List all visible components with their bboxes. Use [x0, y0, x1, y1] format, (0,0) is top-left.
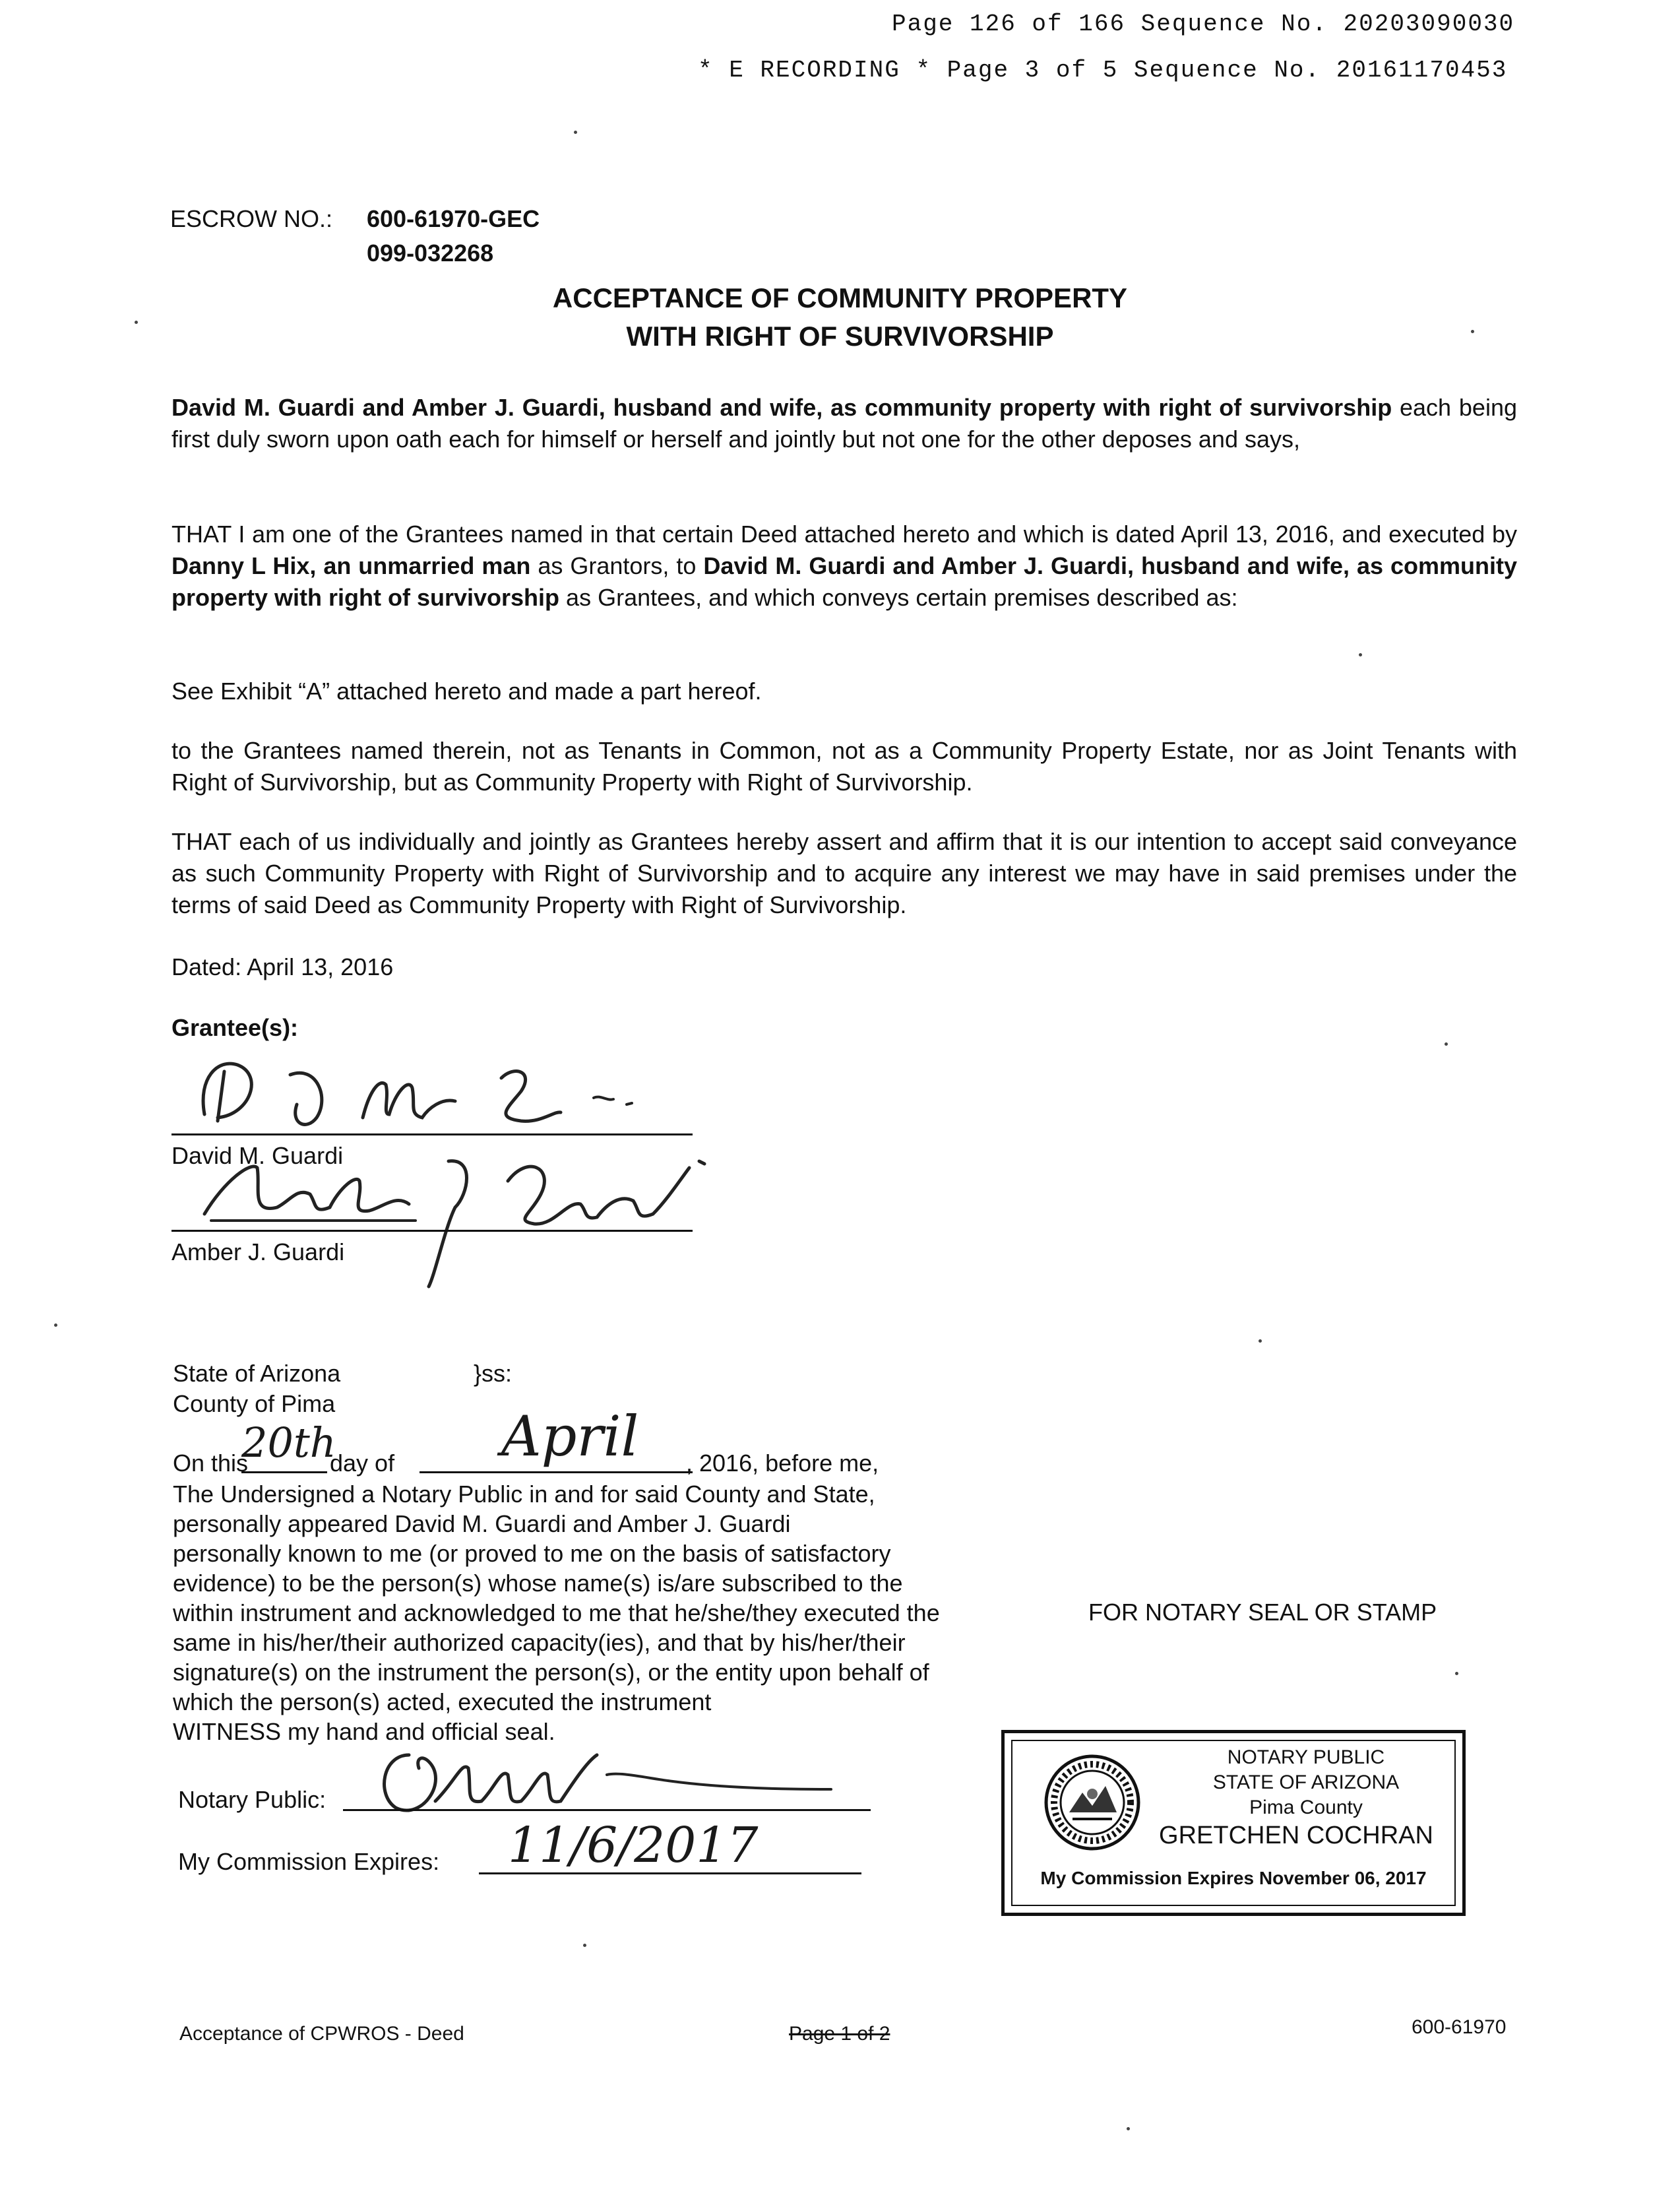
recording-header-line-2: * E RECORDING * Page 3 of 5 Sequence No. 20161170453	[698, 57, 1508, 84]
escrow-number-1: 600-61970-GEC	[367, 205, 540, 232]
footer-left: Acceptance of CPWROS - Deed	[179, 2023, 464, 2045]
grantor-name: Danny L Hix, an unmarried man	[171, 552, 531, 579]
grantee-signature-line-2	[171, 1230, 693, 1232]
stamp-commission-expires: My Commission Expires November 06, 2017	[1040, 1868, 1427, 1888]
scan-speck	[583, 1944, 586, 1947]
scan-speck	[1359, 653, 1362, 656]
notary-state: State of Arizona	[173, 1360, 341, 1387]
scan-speck	[574, 131, 577, 134]
paragraph-tenancy: to the Grantees named therein, not as Tenants in Common, not as a Community Property Estate, nor as Joint Tenants with Right of Survivorship, but as Community Property with Right of Survivorship.	[171, 737, 1517, 796]
notary-body-line: WITNESS my hand and official seal.	[173, 1718, 555, 1745]
scan-speck	[54, 1323, 57, 1327]
arizona-state-seal-icon	[1043, 1753, 1142, 1852]
notary-year-text: , 2016, before me,	[686, 1450, 879, 1477]
deed-reference-text-c: as Grantees, and which conveys certain premises described as:	[559, 584, 1238, 611]
notary-day-of: day of	[330, 1450, 395, 1477]
grantees-heading: Grantee(s):	[171, 1014, 299, 1041]
scan-speck	[135, 321, 138, 324]
document-title-line-2: WITH RIGHT OF SURVIVORSHIP	[626, 321, 1054, 352]
notary-body-line: The Undersigned a Notary Public in and for said County and State,	[173, 1481, 875, 1508]
notary-public-label: Notary Public:	[178, 1786, 327, 1813]
notary-month-line	[420, 1471, 693, 1473]
notary-body-line: which the person(s) acted, executed the instrument	[173, 1688, 712, 1715]
stamp-line-2: STATE OF ARIZONA	[1212, 1771, 1400, 1793]
notary-body-line: same in his/her/their authorized capacity(ies), and that by his/her/their	[173, 1629, 906, 1656]
commission-expires-line	[479, 1872, 861, 1874]
paragraph-affirmation: THAT each of us individually and jointly as Grantees hereby assert and affirm that it is our intention to accept said conveyance as such Community Property with Right of Survivorship and to acquire any interest we may have in said premises under the terms of said Deed as Community Property with Right of Survivorship.	[171, 828, 1517, 918]
paragraph-exhibit: See Exhibit “A” attached hereto and made a part hereof.	[171, 678, 762, 705]
notary-month-handwritten: April	[501, 1404, 639, 1469]
scan-speck	[1127, 2127, 1130, 2130]
dated-line: Dated: April 13, 2016	[171, 953, 394, 980]
notary-day-line	[241, 1471, 327, 1473]
escrow-number-2: 099-032268	[367, 239, 494, 267]
footer-page-number: Page 1 of 2	[789, 2023, 890, 2045]
notary-body-line: personally appeared David M. Guardi and Amber J. Guardi	[173, 1510, 791, 1537]
notary-public-signature-line	[343, 1809, 871, 1811]
recording-header-line-1: Page 126 of 166 Sequence No. 20203090030	[892, 11, 1515, 38]
notary-day-handwritten: 20th	[241, 1418, 336, 1467]
stamp-notary-name: GRETCHEN COCHRAN	[1159, 1822, 1433, 1849]
deed-reference-text-b: as Grantors, to	[530, 552, 704, 579]
notary-ss: }ss:	[474, 1360, 513, 1387]
notary-seal-caption: FOR NOTARY SEAL OR STAMP	[1088, 1599, 1437, 1626]
scan-speck	[1471, 330, 1474, 333]
grantee-name-2: Amber J. Guardi	[171, 1238, 345, 1265]
footer-right: 600-61970	[1412, 2016, 1507, 2038]
stamp-line-3: Pima County	[1249, 1797, 1363, 1818]
grantee-names-bold: David M. Guardi and Amber J. Guardi, husband and wife, as community property with right of survivorship	[171, 394, 1392, 421]
scan-speck	[1445, 1042, 1448, 1046]
scan-speck	[1259, 1339, 1262, 1343]
notary-county: County of Pima	[173, 1390, 336, 1417]
stamp-line-1: NOTARY PUBLIC	[1227, 1746, 1385, 1768]
escrow-label: ESCROW NO.:	[170, 205, 333, 232]
commission-expires-label: My Commission Expires:	[178, 1848, 440, 1875]
grantee-signature-1	[191, 1052, 706, 1137]
deposition-text: each being first duly sworn upon oath each for himself or herself and jointly but not one for the other deposes and says,	[171, 394, 1517, 453]
notary-body-line: within instrument and acknowledged to me that he/she/they executed the	[173, 1599, 940, 1626]
grantee-signature-2	[198, 1141, 726, 1293]
notary-body-line: signature(s) on the instrument the person(s), or the entity upon behalf of	[173, 1659, 929, 1686]
grantee-signature-line-1	[171, 1133, 693, 1135]
document-title-line-1: ACCEPTANCE OF COMMUNITY PROPERTY	[552, 282, 1128, 313]
notary-acknowledgment-body	[173, 1479, 1070, 1746]
notary-on-this: On this	[173, 1450, 249, 1477]
grantees-name: David M. Guardi and Amber J. Guardi, husband and wife, as community property with right of survivorship	[171, 552, 1517, 611]
notary-stamp	[1001, 1730, 1466, 1916]
scan-speck	[1455, 1672, 1458, 1675]
deed-reference-text-a: THAT I am one of the Grantees named in that certain Deed attached hereto and which is dated April 13, 2016, and executed by	[171, 521, 1517, 548]
paragraph-deposition	[171, 392, 1517, 455]
notary-body-line: personally known to me (or proved to me on the basis of satisfactory	[173, 1540, 891, 1567]
notary-body-line: evidence) to be the person(s) whose name(s) is/are subscribed to the	[173, 1570, 903, 1597]
grantee-name-1: David M. Guardi	[171, 1142, 344, 1169]
paragraph-deed-reference	[171, 519, 1517, 614]
commission-expires-handwritten: 11/6/2017	[508, 1817, 759, 1874]
